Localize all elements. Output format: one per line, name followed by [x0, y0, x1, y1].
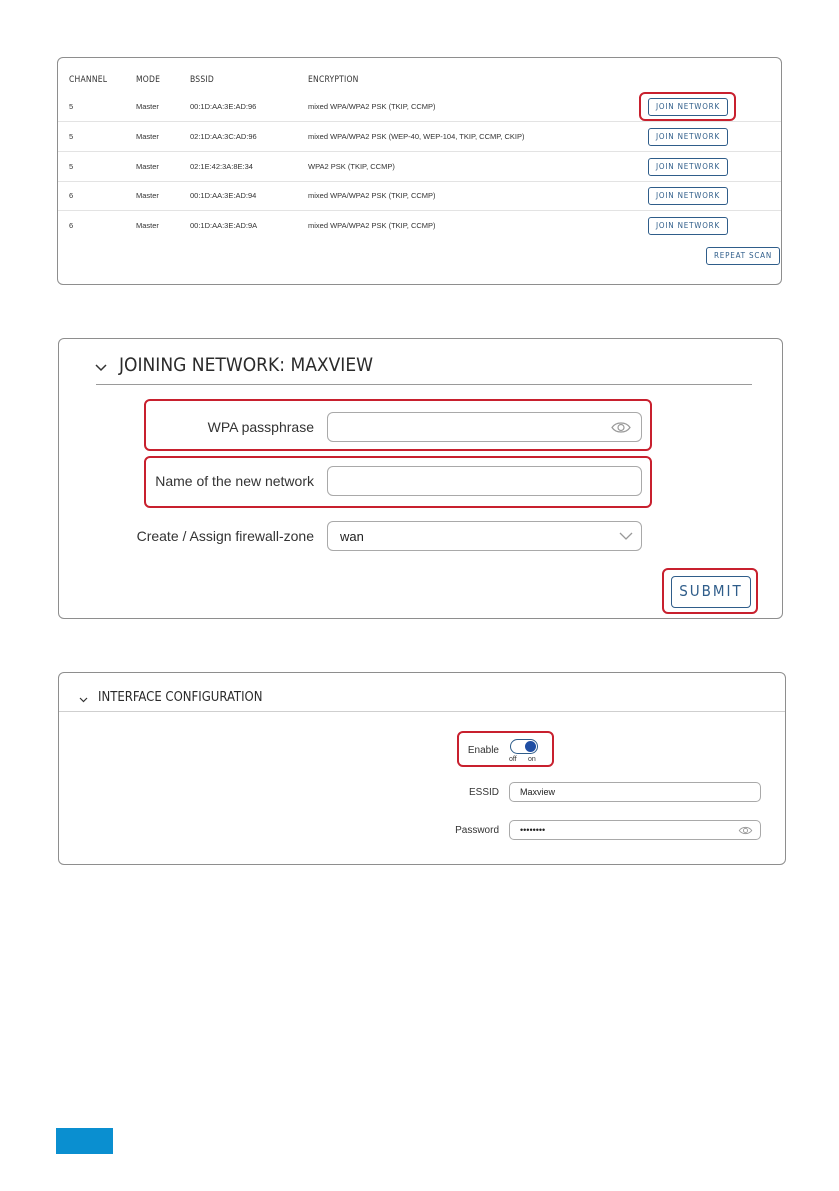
join-network-button[interactable]: JOIN NETWORK	[648, 217, 728, 235]
essid-label: ESSID	[468, 787, 499, 798]
network-name-input[interactable]	[327, 466, 642, 496]
cell-mode: Master	[136, 221, 159, 230]
cell-channel: 6	[69, 221, 74, 230]
cell-channel: 5	[69, 102, 74, 111]
essid-input[interactable]	[509, 782, 761, 802]
joining-network-panel	[58, 338, 783, 619]
section-divider	[59, 711, 785, 712]
password-label: Password	[455, 825, 499, 836]
essid-value: Maxview	[520, 787, 556, 797]
toggle-knob	[525, 741, 536, 752]
table-row	[58, 181, 781, 211]
cell-mode: Master	[136, 102, 159, 111]
table-row	[58, 122, 781, 152]
cell-bssid: 02:1D:AA:3C:AD:96	[190, 132, 257, 141]
header-bssid: BSSID	[190, 75, 214, 85]
cell-encryption: mixed WPA/WPA2 PSK (TKIP, CCMP)	[308, 191, 436, 200]
table-row	[58, 92, 781, 122]
cell-bssid: 02:1E:42:3A:8E:34	[190, 162, 253, 171]
submit-button[interactable]: SUBMIT	[671, 576, 751, 608]
cell-encryption: mixed WPA/WPA2 PSK (TKIP, CCMP)	[308, 221, 436, 230]
interface-configuration-panel	[58, 672, 786, 865]
section-title: INTERFACE CONFIGURATION	[98, 690, 263, 705]
table-row	[58, 152, 781, 182]
cell-channel: 5	[69, 132, 74, 141]
join-network-button[interactable]: JOIN NETWORK	[648, 187, 728, 205]
section-divider	[96, 384, 752, 385]
join-network-button[interactable]: JOIN NETWORK	[648, 128, 728, 146]
cell-channel: 6	[69, 191, 74, 200]
cell-bssid: 00:1D:AA:3E:AD:96	[190, 102, 257, 111]
cell-channel: 5	[69, 162, 74, 171]
chevron-down-icon[interactable]	[79, 697, 88, 703]
network-name-label: Name of the new network	[155, 473, 314, 489]
table-row	[58, 211, 781, 240]
section-title: JOINING NETWORK: MAXVIEW	[119, 354, 374, 376]
chevron-down-icon[interactable]	[95, 364, 107, 372]
cell-mode: Master	[136, 162, 159, 171]
cell-encryption: mixed WPA/WPA2 PSK (WEP-40, WEP-104, TKIP, CCMP, CKIP)	[308, 132, 525, 141]
firewall-zone-select[interactable]	[327, 521, 642, 551]
wpa-passphrase-label: WPA passphrase	[207, 419, 314, 435]
cell-mode: Master	[136, 132, 159, 141]
eye-icon[interactable]	[738, 826, 753, 835]
page-footer-bar	[56, 1128, 113, 1154]
header-encryption: ENCRYPTION	[308, 75, 359, 85]
firewall-zone-value: wan	[340, 529, 364, 544]
wpa-passphrase-input[interactable]	[327, 412, 642, 442]
password-value: ••••••••	[520, 825, 546, 835]
chevron-down-icon	[619, 532, 633, 541]
firewall-zone-label: Create / Assign firewall-zone	[136, 528, 314, 544]
cell-encryption: mixed WPA/WPA2 PSK (TKIP, CCMP)	[308, 102, 436, 111]
cell-bssid: 00:1D:AA:3E:AD:9A	[190, 221, 258, 230]
repeat-scan-button[interactable]: REPEAT SCAN	[706, 247, 780, 265]
enable-toggle[interactable]	[510, 739, 538, 754]
join-network-button[interactable]: JOIN NETWORK	[648, 98, 728, 116]
join-network-button[interactable]: JOIN NETWORK	[648, 158, 728, 176]
header-channel: CHANNEL	[69, 75, 108, 85]
eye-icon[interactable]	[611, 421, 631, 434]
toggle-off-label: off	[509, 756, 517, 763]
enable-label: Enable	[467, 745, 499, 756]
cell-bssid: 00:1D:AA:3E:AD:94	[190, 191, 257, 200]
scan-results-panel	[57, 57, 782, 285]
cell-encryption: WPA2 PSK (TKIP, CCMP)	[308, 162, 395, 171]
toggle-on-label: on	[528, 756, 536, 763]
cell-mode: Master	[136, 191, 159, 200]
password-input[interactable]	[509, 820, 761, 840]
header-mode: MODE	[136, 75, 161, 85]
